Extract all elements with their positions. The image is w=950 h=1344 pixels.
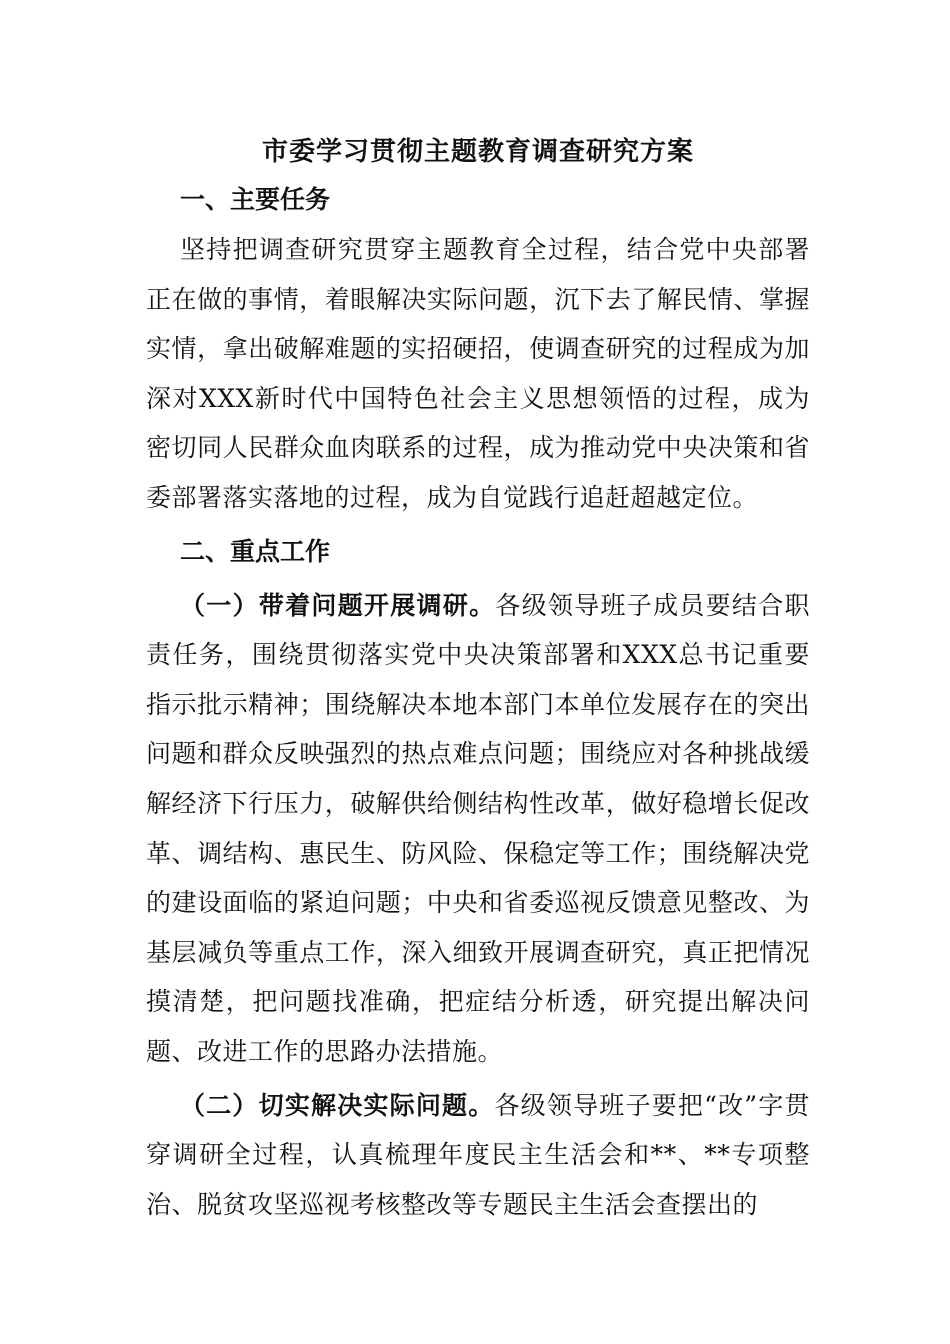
item-2-body: 各级领导班子要把“改”字贯穿调研全过程，认真梳理年度民主生活会和**、**专项整治、脱贫攻坚巡视考核整改等专题民主生活会查摆出的 — [146, 1090, 810, 1219]
item-1-lead: （一）带着问题开展调研。 — [180, 590, 496, 620]
item-1-body: 各级领导班子成员要结合职责任务，围绕贯彻落实党中央决策部署和XXX总书记重要指示批示精神；围绕解决本地本部门本单位发展存在的突出问题和群众反映强烈的热点难点问题；围绕应对各种挑战缓解经济下行压力，破解供给侧结构性改革，做好稳增长促改革、调结构、惠民生、防风险、保稳定等工作；围绕解决党的建设面临的紧迫问题；中央和省委巡视反馈意见整改、为基层减负等重点工作，深入细致开展调查研究，真正把情况摸清楚，把问题找准确，把症结分析透，研究提出解决问题、改进工作的思路办法措施。 — [146, 590, 810, 1066]
section-heading-main-tasks: 一、主要任务 — [180, 185, 331, 214]
document-title: 市委学习贯彻主题教育调查研究方案 — [261, 137, 694, 167]
paragraph-main-tasks: 坚持把调查研究贯穿主题教育全过程，结合党中央部署正在做的事情，着眼解决实际问题，沉下去了解民情、掌握实情，拿出破解难题的实招硬招，使调查研究的过程成为加深对XXX新时代中国特色社会主义思想领悟的过程，成为密切同人民群众血肉联系的过程，成为推动党中央决策和省委部署落实落地的过程，成为自觉践行追赶超越定位。 — [146, 235, 810, 512]
paragraph-key-work-item-2 — [146, 1081, 810, 1230]
paragraph-key-work-item-1 — [146, 581, 810, 1077]
document-body — [146, 129, 810, 1229]
item-2-lead: （二）切实解决实际问题。 — [180, 1090, 495, 1120]
section-heading-key-work: 二、重点工作 — [180, 536, 331, 566]
